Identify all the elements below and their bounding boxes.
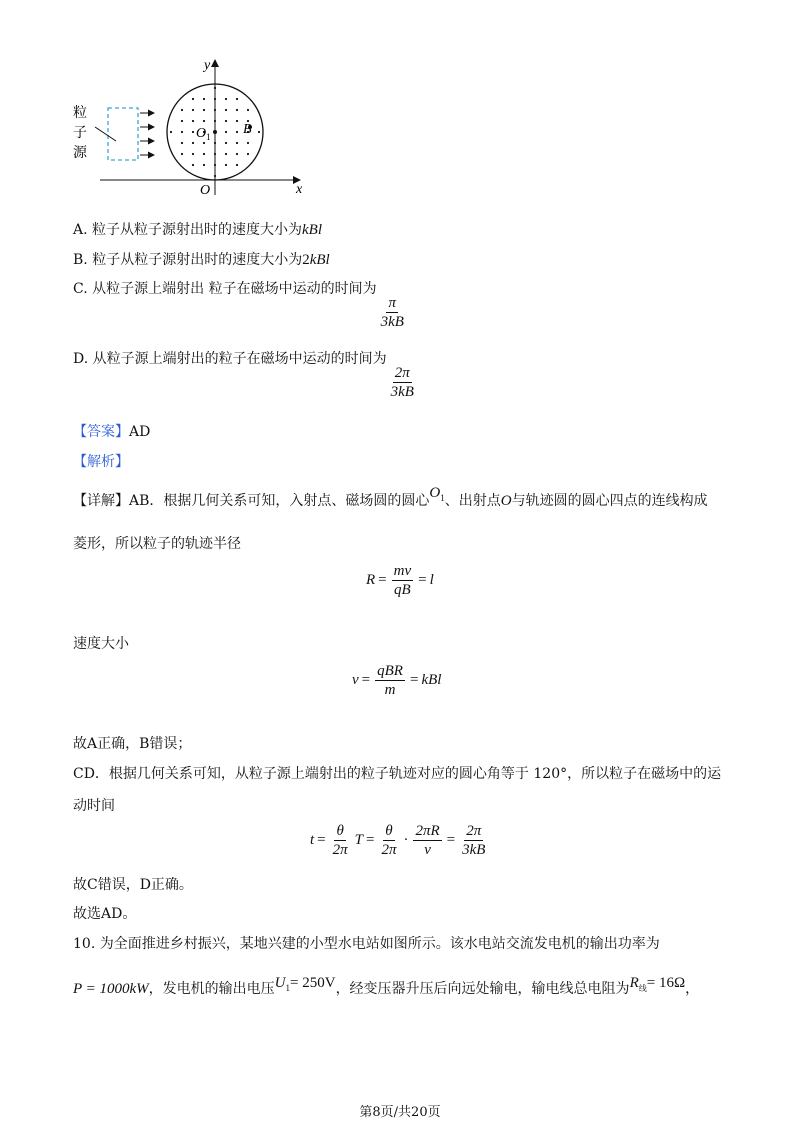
field-dot (203, 164, 205, 166)
field-dot (203, 142, 205, 144)
source-label-1: 粒 (73, 105, 87, 121)
field-dot (214, 175, 216, 177)
field-dot (192, 109, 194, 111)
field-dot (192, 153, 194, 155)
option-d: D. 从粒子源上端射出的粒子在磁场中运动的时间为 $\frac{2\pi}{3kB}$ (73, 351, 414, 400)
detail-line-1: 【详解】AB．根据几何关系可知，入射点、磁场圆的圆心$O_1$、出射点O与轨迹圆的圆心四点的连线构成 (73, 485, 708, 509)
field-dot (192, 98, 194, 100)
field-dot (181, 109, 183, 111)
field-dot (214, 87, 216, 89)
field-dot (203, 153, 205, 155)
field-dot (214, 120, 216, 122)
speed-label: 速度大小 (73, 636, 129, 652)
field-dot (214, 98, 216, 100)
point-b-label: B (243, 122, 252, 137)
q10-line-1: 10. 为全面推进乡村振兴，某地兴建的小型水电站如图所示。该水电站交流发电机的输出功率为 (73, 936, 660, 952)
field-dot (225, 109, 227, 111)
field-dot (225, 131, 227, 133)
field-dot (236, 98, 238, 100)
field-dot (203, 98, 205, 100)
field-dot (214, 109, 216, 111)
y-axis-label: y (204, 58, 211, 73)
option-a: A. 粒子从粒子源射出时的速度大小为kBl (73, 222, 323, 238)
field-dot (181, 153, 183, 155)
equation-2: v = $\frac{\text{qBR}}{m}$ = kBl (352, 663, 442, 698)
field-dot (192, 120, 194, 122)
source-box (108, 108, 138, 160)
field-dot (258, 131, 260, 133)
particle-arrows (140, 113, 154, 155)
field-dot (192, 164, 194, 166)
field-dot (247, 153, 249, 155)
field-dot (192, 131, 194, 133)
field-dot (236, 153, 238, 155)
field-dot (181, 120, 183, 122)
magnetic-field-figure (60, 55, 320, 200)
final-choice: 故选AD。 (73, 906, 137, 922)
center-point (213, 130, 217, 134)
field-dot (225, 142, 227, 144)
answer-line: 【答案】AD (73, 424, 151, 440)
source-label-2: 子 (73, 125, 87, 141)
source-label-3: 源 (73, 145, 87, 161)
origin-label: O (200, 183, 211, 198)
option-c: C. 从粒子源上端射出 粒子在磁场中运动的时间为 $\frac{\pi}{3kB}$ (73, 281, 404, 330)
cd-line-2: 动时间 (73, 798, 115, 814)
cd-line-1: CD．根据几何关系可知，从粒子源上端射出的粒子轨迹对应的圆心角等于 120°，所以粒子在磁场中的运 (73, 766, 722, 782)
source-pointer (95, 127, 116, 141)
field-dot (236, 109, 238, 111)
field-dot (203, 109, 205, 111)
conclusion-ab: 故A正确，B错误； (73, 736, 192, 752)
conclusion-cd: 故C错误，D正确。 (73, 877, 193, 893)
field-dot (236, 164, 238, 166)
center-label: $O_1$ (196, 126, 211, 142)
option-b: B. 粒子从粒子源射出时的速度大小为2kBl (73, 252, 330, 268)
detail-line-2: 菱形，所以粒子的轨迹半径 (73, 536, 241, 552)
field-dot (203, 120, 205, 122)
field-dot (214, 164, 216, 166)
field-dot (236, 142, 238, 144)
field-dot (192, 142, 194, 144)
equation-1: R = $\frac{mv}{qB}$ = l (366, 563, 434, 598)
equation-3: t = $\frac{\theta}{2\pi}$ T = $\frac{\theta}{2\pi}$ · $\frac{2\pi R}{v}$ = $\frac{2\pi}{3kB}$ (310, 823, 486, 858)
page-footer: 第8页/共20页 (359, 1105, 441, 1120)
field-dot (214, 142, 216, 144)
field-dot (225, 98, 227, 100)
field-dot (181, 131, 183, 133)
field-dot (181, 142, 183, 144)
field-dot (170, 131, 172, 133)
field-dot (214, 153, 216, 155)
field-dot (236, 131, 238, 133)
field-dot (225, 164, 227, 166)
field-dot (236, 120, 238, 122)
x-axis-label: x (296, 182, 303, 197)
field-dot (225, 153, 227, 155)
field-dot (247, 109, 249, 111)
analysis-line: 【解析】 (73, 454, 129, 470)
field-dot (225, 120, 227, 122)
field-dot (247, 142, 249, 144)
q10-line-2: P = 1000kW，发电机的输出电压$U_1= 250V$，经变压器升压后向远处输电，输电线总电阻为$R_线= 16\Omega$， (73, 975, 700, 997)
